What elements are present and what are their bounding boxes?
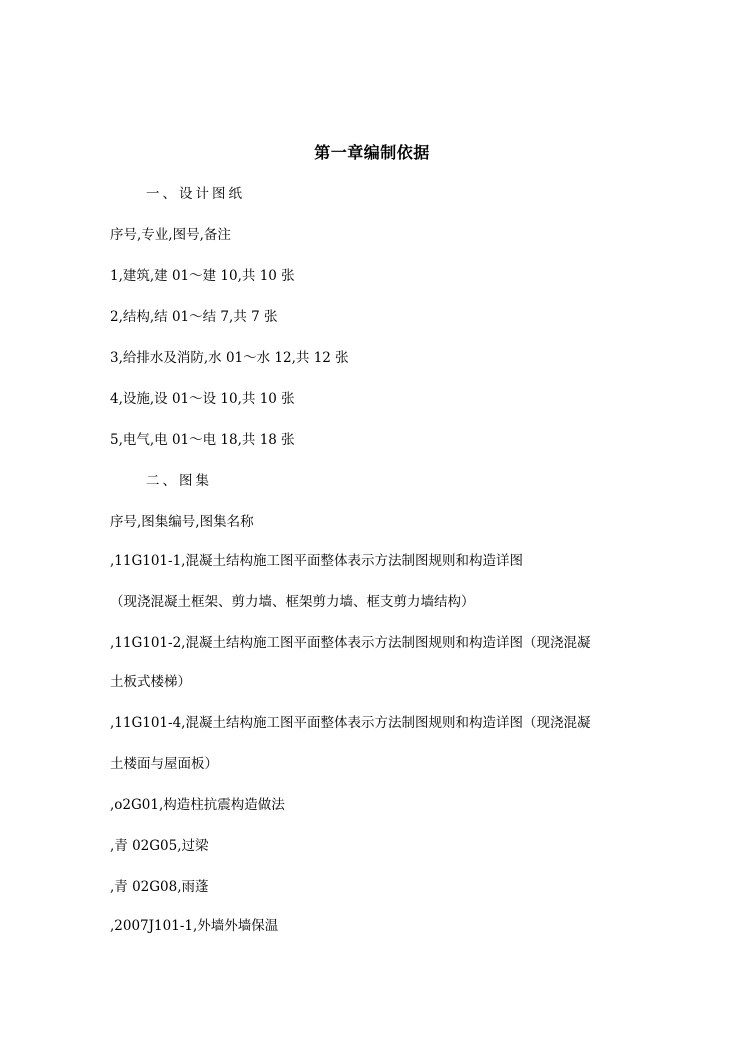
drawings-row: 3,给排水及消防,水 01～水 12,共 12 张 xyxy=(110,350,349,366)
atlas-line: ,11G101-1,混凝土结构施工图平面整体表示方法制图规则和构造详图 xyxy=(110,553,523,569)
chapter-title: 第一章编制依据 xyxy=(314,143,430,162)
atlas-table-header: 序号,图集编号,图集名称 xyxy=(110,514,254,530)
atlas-line: ,青 02G05,过梁 xyxy=(110,838,209,854)
drawings-row: 1,建筑,建 01～建 10,共 10 张 xyxy=(110,268,295,284)
atlas-line: ,o2G01,构造柱抗震构造做法 xyxy=(110,797,285,813)
atlas-line: 土楼面与屋面板） xyxy=(110,756,218,772)
atlas-line: ,青 02G08,雨蓬 xyxy=(110,879,209,895)
section-heading-atlas: 二、图集 xyxy=(146,473,212,489)
atlas-line: ,11G101-2,混凝土结构施工图平面整体表示方法制图规则和构造详图（现浇混凝 xyxy=(110,635,591,651)
drawings-row: 2,结构,结 01～结 7,共 7 张 xyxy=(110,309,278,325)
drawings-table-header: 序号,专业,图号,备注 xyxy=(110,227,231,243)
drawings-row: 5,电气,电 01～电 18,共 18 张 xyxy=(110,432,295,448)
atlas-line: （现浇混凝土框架、剪力墙、框架剪力墙、框支剪力墙结构） xyxy=(110,594,475,610)
atlas-line: ,2007J101-1,外墙外墙保温 xyxy=(110,918,279,934)
atlas-line: ,11G101-4,混凝土结构施工图平面整体表示方法制图规则和构造详图（现浇混凝 xyxy=(110,715,591,731)
drawings-row: 4,设施,设 01～设 10,共 10 张 xyxy=(110,391,295,407)
section-heading-drawings: 一、设计图纸 xyxy=(146,186,245,202)
atlas-line: 土板式楼梯） xyxy=(110,674,191,690)
